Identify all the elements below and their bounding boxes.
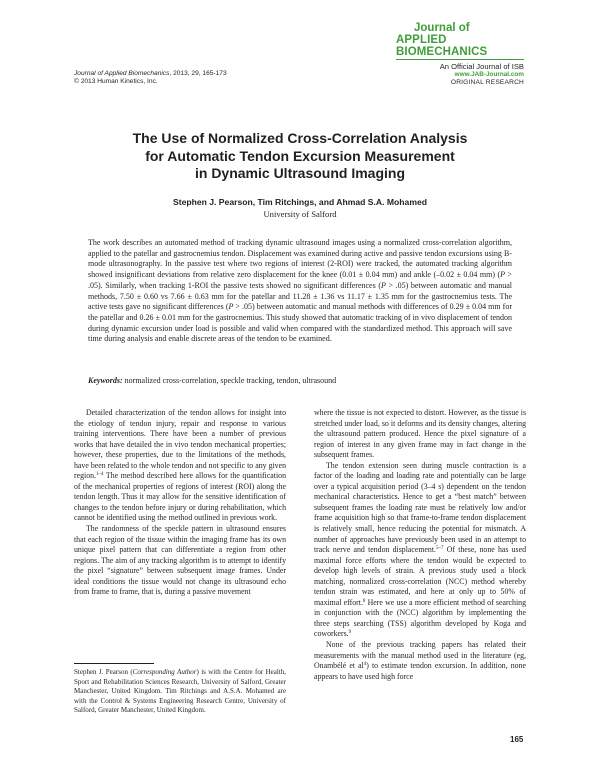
- journal-citation: [74, 70, 227, 87]
- journal-masthead: [396, 22, 526, 87]
- masthead-rule: [396, 59, 524, 60]
- copyright: © 2013 Human Kinetics, Inc.: [74, 78, 158, 86]
- paragraph-text: The tendon extension seen during muscle contraction is a factor of the loading and loading rate and potentially can be large over a typical acquisition period (3–4 s) dependent on the tendon mechanical characteristics. Hence to get a “best match” between subsequent frames the loading rate must be relatively low and/or frame acquisition high so that frame-to-frame tendon displacement is relatively small, hence reducing the potential for mismatch. A number of approaches have previously been used in an attempt to track nerve and tendon displacement.: [314, 460, 526, 555]
- p-symbol: P: [381, 280, 386, 290]
- journal-name: Journal of Applied Biomechanics: [74, 70, 170, 77]
- footnote-text: ) is with the Centre for Health, Sport and Rehabilitation Sciences Research, University of Salford, Greater Manchester, United Kingdom. Tim Ritchings and A.S.A. Mohamed are with the Control & Systems Engineering Research Centre, University of Salford, Greater Manchester, United Kingdom.: [74, 668, 286, 715]
- footnote-role: Corresponding Author: [132, 668, 197, 676]
- keywords-text: normalized cross-correlation, speckle tracking, tendon, ultrasound: [122, 376, 337, 385]
- abstract-text-3: > .05) between automatic and manual methods, 7.50 ± 0.60 vs 7.66 ± 0.63 mm for the patellar and 11.28 ± 1.36 vs 11.17 ± 1.35 mm for the gastrocnemius tests. The active tests gave no significant differences (: [88, 280, 513, 312]
- left-column: [74, 408, 286, 598]
- citation-ref[interactable]: 8: [362, 598, 366, 604]
- paragraph-text: ) to estimate tendon excursion. In addition, none appears to have used high force: [314, 661, 527, 681]
- title-line-2: for Automatic Tendon Excursion Measurement: [145, 147, 455, 164]
- paragraph-text: Here we use a more efficient method of searching in conjunction with the (NCC) algorithm by implementing the three steps searching (TSS) algorithm developed by Koga and coworkers.: [314, 597, 526, 639]
- citation-ref[interactable]: 5–7: [435, 546, 444, 552]
- paragraph: where the tissue is not expected to distort. However, as the tissue is stretched under load, so it deforms and its density changes, altering the ultrasound pattern produced. Hence the pixel signature of a region of interest in any given frame may in fact change in the subsequent frames.: [314, 408, 526, 460]
- masthead-line2: APPLIED BIOMECHANICS: [396, 34, 488, 58]
- author-footnote: [74, 668, 286, 716]
- paragraph-text: Of these, none has used maximal force efforts where the tendon would be expected to develop high levels of strain. A previous study used a block matching, normalized cross-correlation (NCC) method whereby tendon strain was estimated, and here at only up to 50% of maximal effort.: [314, 545, 526, 607]
- title-line-3: in Dynamic Ultrasound Imaging: [194, 165, 406, 181]
- masthead-line1: Journal of: [414, 22, 470, 34]
- keywords-label: Keywords:: [88, 376, 123, 385]
- paragraph: [314, 461, 526, 640]
- authors: Stephen J. Pearson, Tim Ritchings, and Ahmad S.A. Mohamed: [172, 197, 428, 207]
- p-symbol: P: [228, 302, 234, 312]
- abstract-text-4: > .05) between automatic and manual methods with differences of 0.29 ± 0.04 mm for the patellar and 0.26 ± 0.01 mm for the gastrocnemius. This study showed that automatic tracking of in vivo displacement of tendon during dynamic excursion under load is possible and valid when compared with the standardized method. This approach will save time during analysis and enable discrete areas of the tendon to be examined.: [88, 302, 512, 344]
- abstract-text-1: The work describes an automated method of tracking dynamic ultrasound images using a normalized cross-correlation algorithm, applied to the patellar and gastrocnemius tendon. Displacement was examined during active and passive tendon excursions using B-mode ultrasonography. In the passive test where two regions of interest (2-ROI) were tracked, the automated tracking algorithm showed insignificant deviations from relative zero displacement for the knee (0.01 ± 0.04 mm) and ankle (–0.02 ± 0.04 mm) (: [88, 238, 512, 280]
- volume-pages: , 2013, 29, 165-173: [169, 70, 227, 77]
- article-title: [60, 130, 540, 183]
- right-column: [314, 408, 526, 682]
- keywords: [88, 376, 512, 387]
- paragraph: The randomness of the speckle pattern in ultrasound ensures that each region of the tissue within the imaging frame has its own unique pixel pattern that can differentiate a region from other regions. The aim of any tracking algorithm is to attempt to identify the pixel “signature” between subsequent image frames. Under ideal conditions the tissue would not change its ultrasound echo from frame to frame, that is, during a passive movement: [74, 524, 286, 597]
- footnote-divider: [74, 663, 154, 664]
- abstract-text-2: > .05). Similarly, when tracking 1-ROI the passive tests showed no significant differences (: [88, 270, 512, 290]
- journal-url[interactable]: www.JAB-Journal.com: [454, 71, 524, 78]
- paragraph: [74, 408, 286, 524]
- paragraph-text: None of the previous tracking papers has related their measurements with the manual method used in the literature (eg, Onambélé et al: [314, 640, 526, 671]
- citation-ref[interactable]: 9: [348, 630, 352, 636]
- official-journal: An Official Journal of ISB: [439, 62, 524, 71]
- paragraph-text: The method described here allows for the quantification of the mechanical properties of regions of interest (ROI) along the tendon length. Thus it may allow for the sensitive identification of changes to the tendon before injury or during rehabilitation, which cannot be identified using the method outlined in previous work.: [74, 471, 286, 523]
- title-line-1: The Use of Normalized Cross-Correlation Analysis: [132, 130, 468, 146]
- paragraph: [314, 640, 526, 682]
- citation-ref[interactable]: 1–4: [96, 472, 104, 478]
- abstract: [88, 238, 512, 345]
- affiliation: University of Salford: [263, 209, 337, 219]
- p-symbol: P: [500, 270, 506, 280]
- article-type: ORIGINAL RESEARCH: [450, 79, 524, 86]
- citation-ref[interactable]: 4: [363, 662, 367, 668]
- paragraph-text: Detailed characterization of the tendon allows for insight into the etiology of tendon injury, repair and response to various training interventions. There have been a number of previous works that have detailed the in vivo tendon mechanical properties; however, these properties, due to the limitations of the methods, have been related to the whole tendon and not specific to any given region.: [74, 408, 286, 481]
- page-number: 165: [510, 735, 524, 744]
- footnote-name: Stephen J. Pearson (: [74, 668, 133, 676]
